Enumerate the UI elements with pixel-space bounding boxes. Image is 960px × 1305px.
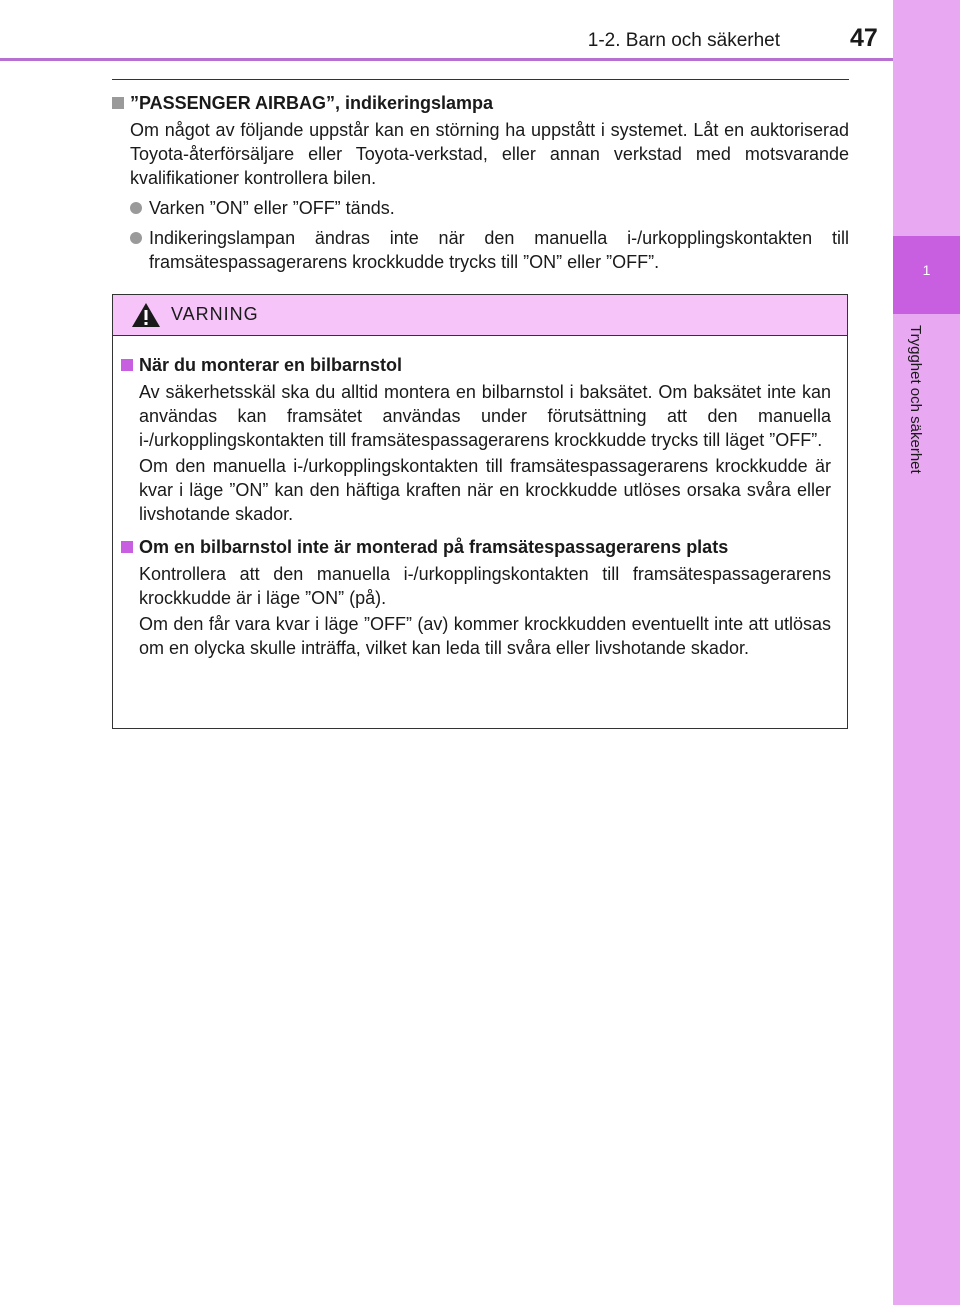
warning-paragraph: Kontrollera att den manuella i-/urkopplingskontakten till framsätespassagerarens krockkudde är i läge ”ON” (på). xyxy=(139,564,831,608)
indicator-section xyxy=(112,90,849,274)
warning-subheading xyxy=(121,352,831,378)
round-bullet-icon xyxy=(130,232,142,244)
list-item xyxy=(112,196,849,220)
running-header-section: 1-2. Barn och säkerhet xyxy=(587,30,780,51)
warning-triangle-icon xyxy=(131,302,161,328)
chapter-number: 1 xyxy=(922,262,931,278)
warning-subheading-text: Om en bilbarnstol inte är monterad på framsätespassagerarens plats xyxy=(139,537,729,557)
warning-paragraph: Om den manuella i-/urkopplingskontakten till framsätespassagerarens krockkudde är kvar i läge ”ON” kan den häftiga kraften när en krockkudde utlöses orsaka svåra eller livshotande skador. xyxy=(139,456,831,524)
warning-header xyxy=(113,295,847,336)
section-heading xyxy=(112,90,849,116)
square-bullet-icon xyxy=(112,97,124,109)
header-rule xyxy=(0,58,893,61)
chapter-title: Trygghet och säkerhet xyxy=(907,325,924,474)
square-bullet-icon xyxy=(121,541,133,553)
section-heading-text: ”PASSENGER AIRBAG”, indikeringslampa xyxy=(130,93,494,113)
square-bullet-icon xyxy=(121,359,133,371)
round-bullet-icon xyxy=(130,202,142,214)
chapter-sidebar xyxy=(893,0,960,1305)
warning-subheading-text: När du monterar en bilbarnstol xyxy=(139,355,403,375)
list-item xyxy=(112,226,849,274)
page-number: 47 xyxy=(850,24,878,52)
section-paragraph: Om något av följande uppstår kan en störning ha uppstått i systemet. Låt en auktoriserad Toyota-återförsäljare eller Toyota-verkstad, eller annan verkstad med motsvarande kvalifikationer kontrollera bilen. xyxy=(130,120,849,188)
list-item-text: Varken ”ON” eller ”OFF” tänds. xyxy=(149,198,395,218)
warning-body xyxy=(113,336,847,660)
content-top-rule xyxy=(112,79,849,80)
warning-paragraph: Om den får vara kvar i läge ”OFF” (av) kommer krockkudden eventuellt inte att utlösas om en olycka skulle inträffa, vilket kan leda till svåra eller livshotande skador. xyxy=(139,614,831,658)
warning-paragraph: Av säkerhetsskäl ska du alltid montera en bilbarnstol i baksätet. Om baksätet inte kan användas kan framsätet användas under förutsättning att den manuella i-/urkopplingskontakten till framsätespassagerarens krockkudde trycks till läget ”OFF”. xyxy=(139,382,831,450)
list-item-text: Indikeringslampan ändras inte när den manuella i-/urkopplingskontakten till framsätespassagerarens krockkudde trycks till ”ON” eller ”OFF”. xyxy=(149,228,849,272)
warning-box xyxy=(112,294,848,729)
warning-title: VARNING xyxy=(171,304,259,324)
warning-subheading xyxy=(121,534,831,560)
